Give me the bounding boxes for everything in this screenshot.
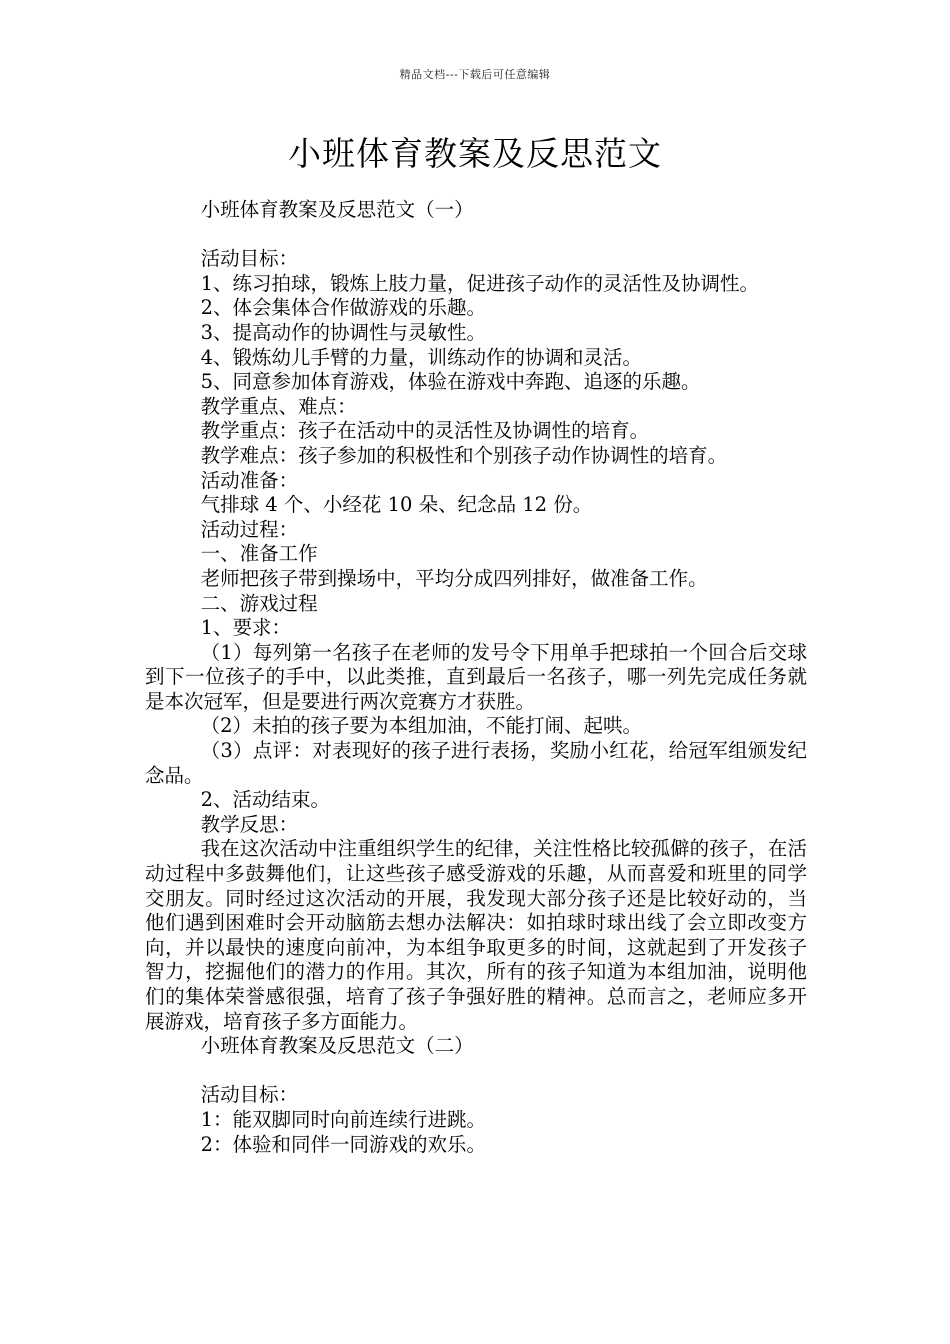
step-title: 一、准备工作	[200, 542, 318, 566]
preparation-text: 气排球 4 个、小经花 10 朵、纪念品 12 份。	[200, 493, 593, 517]
document-title: 小班体育教案及反思范文	[288, 134, 662, 173]
step-text: 老师把孩子带到操场中，平均分成四列排好，做准备工作。	[200, 566, 708, 590]
goal-item: 2、体会集体合作做游戏的乐趣。	[200, 296, 486, 320]
requirements-label: 1、要求：	[200, 616, 291, 640]
section-heading-2: 小班体育教案及反思范文（二）	[200, 1034, 474, 1058]
goals-label: 活动目标：	[200, 247, 299, 271]
goal-item: 4、锻炼幼儿手臂的力量，训练动作的协调和灵活。	[200, 345, 642, 369]
requirement-item: （2）未拍的孩子要为本组加油，不能打闹、起哄。	[200, 714, 642, 738]
goal-item: 2：体验和同伴一同游戏的欢乐。	[200, 1132, 486, 1156]
blank-line	[145, 1059, 807, 1084]
process-label: 活动过程：	[200, 517, 299, 541]
goal-item: 5、同意参加体育游戏，体验在游戏中奔跑、追逐的乐趣。	[200, 370, 701, 394]
reflection-text: 我在这次活动中注重组织学生的纪律，关注性格比较孤僻的孩子，在活动过程中多鼓舞他们，让这些孩子感受游戏的乐趣，从而喜爱和班里的同学交朋友。同时经过这次活动的开展，我发现大部分孩子还是比较好动的，当他们遇到困难时会开动脑筋去想办法解决：如拍球时球出线了会立即改变方向，并以最快的速度向前冲，为本组争取更多的时间，这就起到了开发孩子智力，挖掘他们的潜力的作用。其次，所有的孩子知道为本组加油，说明他们的集体荣誉感很强，培育了孩子争强好胜的精神。总而言之，老师应多开展游戏，培育孩子多方面能力。	[145, 837, 807, 1033]
blank-line	[145, 223, 807, 248]
step-title: 二、游戏过程	[200, 591, 318, 615]
goal-item: 1：能双脚同时向前连续行进跳。	[200, 1107, 486, 1131]
goal-item: 3、提高动作的协调性与灵敏性。	[200, 320, 486, 344]
requirement-item: （3）点评：对表现好的孩子进行表扬，奖励小红花，给冠军组颁发纪念品。	[145, 739, 807, 787]
difficult-point: 教学难点：孩子参加的积极性和个别孩子动作协调性的培育。	[200, 443, 728, 467]
activity-end: 2、活动结束。	[200, 788, 330, 812]
document-body	[145, 198, 807, 1157]
key-points-label: 教学重点、难点：	[200, 394, 357, 418]
reflection-label: 教学反思：	[200, 812, 299, 836]
goals-label: 活动目标：	[200, 1083, 299, 1107]
preparation-label: 活动准备：	[200, 468, 299, 492]
requirement-item: （1）每列第一名孩子在老师的发号令下用单手把球拍一个回合后交球到下一位孩子的手中，以此类推，直到最后一名孩子，哪一列先完成任务就是本次冠军，但是要进行两次竞赛方才获胜。	[145, 640, 807, 713]
key-point: 教学重点：孩子在活动中的灵活性及协调性的培育。	[200, 419, 650, 443]
section-heading-1: 小班体育教案及反思范文（一）	[200, 198, 474, 221]
goal-item: 1、练习拍球，锻炼上肢力量，促进孩子动作的灵活性及协调性。	[200, 271, 759, 295]
header-note: 精品文档---下载后可任意编辑	[399, 68, 551, 81]
